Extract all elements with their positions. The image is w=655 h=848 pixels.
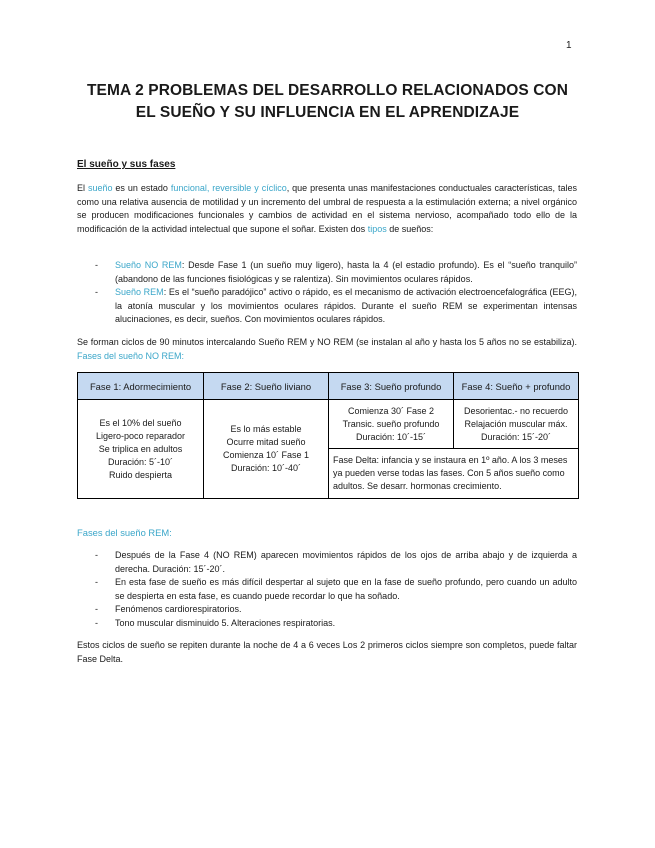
closing-paragraph: Estos ciclos de sueño se repiten durante la noche de 4 a 6 veces Los 2 primeros ciclos siempre son completos, puede faltar Fase Delta. [77, 640, 577, 664]
no-rem-description: : Desde Fase 1 (un sueño muy ligero), hasta la 4 (el estadio profundo). Es el “sueño tranquilo” (abandono de las funciones fisiológicas y se ralentiza). Sin movimientos oculares rápidos. [115, 260, 577, 284]
cell-line: Es lo más estable [230, 424, 302, 434]
cell-line: Ruido despierta [108, 469, 173, 480]
list-item-text: En esta fase de sueño es más difícil despertar al sujeto que en la fase de sueño profundo, pero cuando un adulto se despierta en esta fase, es cuando puede recordar lo que ha soñado. [115, 577, 577, 601]
cell-line: Relajación muscular máx. [464, 418, 568, 429]
intro-text-2: es un estado [112, 183, 171, 193]
cell-line: Se triplica en adultos [98, 443, 183, 454]
cell-line: Comienza 10´ Fase 1 [222, 450, 310, 460]
sleep-phases-table [77, 372, 579, 499]
cell-fase-3 [329, 400, 454, 449]
keyword-sueno: sueño [87, 183, 113, 193]
intro-text-1: El [77, 183, 88, 193]
cell-line: Es el 10% del sueño [99, 417, 182, 428]
list-item [95, 576, 577, 603]
cell-fase-delta: Fase Delta: infancia y se instaura en 1º año. A los 3 meses ya pueden verse todas las fases. Con 5 años sueño como adultos. Se desarr. hormonas crecimiento. [329, 449, 579, 499]
cell-line: Duración: 5´-10´ [107, 456, 174, 467]
sleep-types-list [95, 259, 577, 327]
cell-fase-1 [78, 400, 204, 499]
cell-line: Duración: 10´-40´ [230, 463, 302, 473]
list-item [95, 549, 577, 576]
keyword-rem: Sueño REM [115, 287, 164, 298]
rem-description: : Es el “sueño paradójico” activo o rápido, es el mecanismo de activación electroencefalográfica (EEG), la atonía muscular y los movimientos oculares rápidos. Durante el sueño REM se experimentan intensas alucinaciones, es decir, sueños. Con movimientos oculares rápidos. [115, 287, 577, 325]
intro-paragraph [77, 182, 577, 236]
bullet-dash: - [95, 260, 98, 270]
list-item [95, 617, 577, 631]
keyword-tipos: tipos [367, 223, 387, 234]
cell-line: Ocurre mitad sueño [226, 437, 306, 447]
cell-fase-4 [454, 400, 579, 449]
bullet-dash: - [95, 287, 98, 298]
bullet-dash: - [95, 550, 98, 560]
list-item-text: Después de la Fase 4 (NO REM) aparecen movimientos rápidos de los ojos de arriba abajo y de izquierda a derecha. Duración: 15´-20´. [115, 550, 577, 574]
cell-line: Ligero-poco reparador [95, 430, 186, 441]
cell-line: Comienza 30´ Fase 2 [347, 405, 435, 416]
header-fase-4: Fase 4: Sueño + profundo [454, 373, 579, 400]
fases-no-rem-label: Fases del sueño NO REM: [77, 350, 185, 361]
section-heading-fases-rem: Fases del sueño REM: [77, 527, 172, 538]
cell-line: Desorientac.- no recuerdo [463, 405, 569, 416]
cycles-paragraph [77, 336, 577, 363]
intro-text-4: de sueños: [386, 223, 434, 234]
bullet-dash: - [95, 617, 98, 628]
title-line-2: EL SUEÑO Y SU INFLUENCIA EN EL APRENDIZAJE [135, 104, 520, 121]
page-number: 1 [566, 40, 572, 51]
list-item-text: Tono muscular disminuido 5. Alteraciones respiratorias. [115, 617, 336, 628]
list-item-no-rem [95, 259, 577, 286]
header-fase-1: Fase 1: Adormecimiento [78, 373, 204, 400]
keyword-no-rem: Sueño NO REM [115, 260, 182, 270]
section-heading-sueno-fases: El sueño y sus fases [77, 159, 176, 170]
bullet-dash: - [95, 577, 98, 588]
cycles-text: Se forman ciclos de 90 minutos intercalando Sueño REM y NO REM (se instalan al año y hasta los 5 años no se estabiliza). [77, 337, 577, 347]
cell-fase-2 [204, 400, 329, 499]
table-row [78, 400, 579, 449]
list-item-rem [95, 286, 577, 327]
document-title [60, 80, 595, 124]
keyword-funcional: funcional, reversible y cíclico [170, 183, 287, 193]
list-item-text: Fenómenos cardiorespiratorios. [115, 604, 242, 615]
cell-line: Transic. sueño profundo [342, 418, 440, 429]
header-fase-3: Fase 3: Sueño profundo [329, 373, 454, 400]
table-header-row [78, 373, 579, 400]
cell-line: Duración: 15´-20´ [480, 431, 552, 442]
bullet-dash: - [95, 604, 98, 615]
cell-line: Duración: 10´-15´ [355, 431, 427, 442]
title-line-1: TEMA 2 PROBLEMAS DEL DESARROLLO RELACIONADOS CON [86, 82, 569, 99]
rem-phase-list [95, 549, 577, 631]
header-fase-2: Fase 2: Sueño liviano [204, 373, 329, 400]
intro-text-3: , que presenta unas manifestaciones conductuales características, tales como una relativa ausencia de motilidad y un incremento del umbral de respuesta a la estimulación externa; a nivel orgánico se producen modificaciones funcionales y cambios de actividad en el sistema nervioso, acompañado todo ello de la modificación de la actividad intelectual que supone el soñar. Existen dos [77, 183, 577, 234]
list-item [95, 603, 577, 617]
